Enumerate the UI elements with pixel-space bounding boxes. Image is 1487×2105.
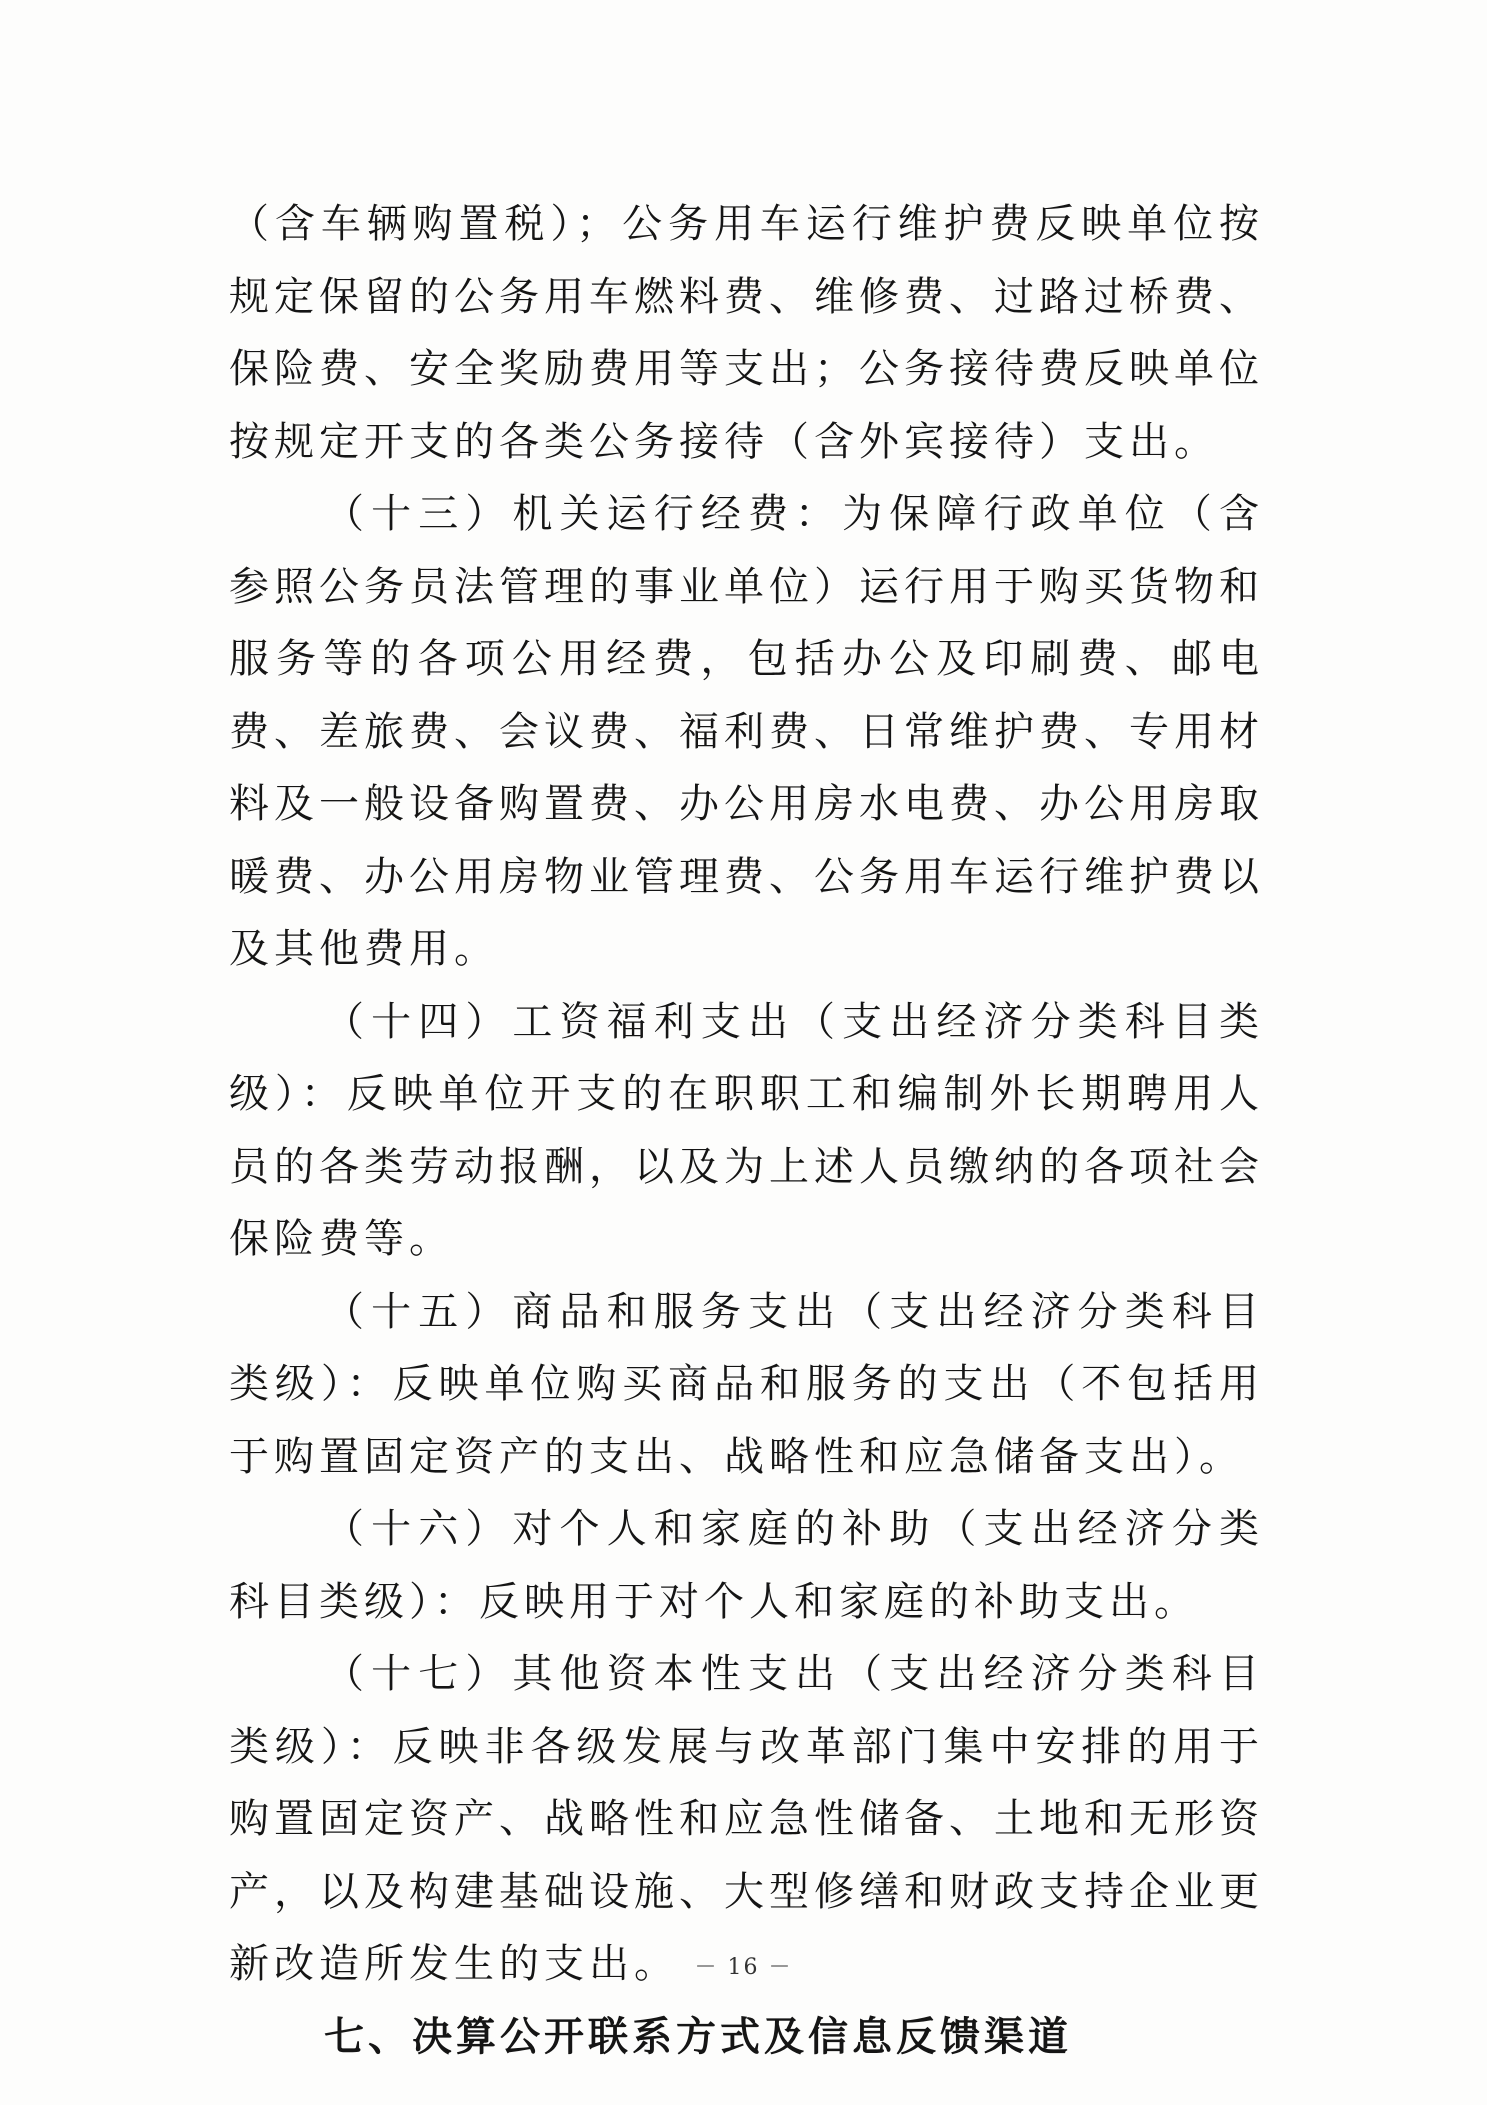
section-heading: 七、决算公开联系方式及信息反馈渠道 <box>324 2013 1072 2060</box>
paragraph-continued: （含车辆购置税）；公务用车运行维护费反映单位按规定保留的公务用车燃料费、维修费、过路过桥费、保险费、安全奖励费用等支出；公务接待费反映单位按规定开支的各类公务接待（含外宾接待）支出。 <box>229 201 1264 465</box>
paragraph-item-15: （十五）商品和服务支出（支出经济分类科目类级）：反映单位购买商品和服务的支出（不包括用于购置固定资产的支出、战略性和应急储备支出）。 <box>229 1288 1264 1480</box>
paragraph-item-17: （十七）其他资本性支出（支出经济分类科目类级）：反映非各级发展与改革部门集中安排的用于购置固定资产、战略性和应急性储备、土地和无形资产，以及构建基础设施、大型修缮和财政支持企业更新改造所发生的支出。 <box>229 1651 1264 1987</box>
page-content <box>229 188 1264 2073</box>
paragraph-item-16: （十六）对个人和家庭的补助（支出经济分类科目类级）：反映用于对个人和家庭的补助支出。 <box>229 1506 1264 1625</box>
paragraph-item-14: （十四）工资福利支出（支出经济分类科目类级）：反映单位开支的在职职工和编制外长期聘用人员的各类劳动报酬，以及为上述人员缴纳的各项社会保险费等。 <box>229 998 1264 1262</box>
paragraph-item-13: （十三）机关运行经费：为保障行政单位（含参照公务员法管理的事业单位）运行用于购买货物和服务等的各项公用经费，包括办公及印刷费、邮电费、差旅费、会议费、福利费、日常维护费、专用材料及一般设备购置费、办公用房水电费、办公用房取暖费、办公用房物业管理费、公务用车运行维护费以及其他费用。 <box>229 491 1264 972</box>
page-number: － 16 － <box>694 1955 793 1980</box>
